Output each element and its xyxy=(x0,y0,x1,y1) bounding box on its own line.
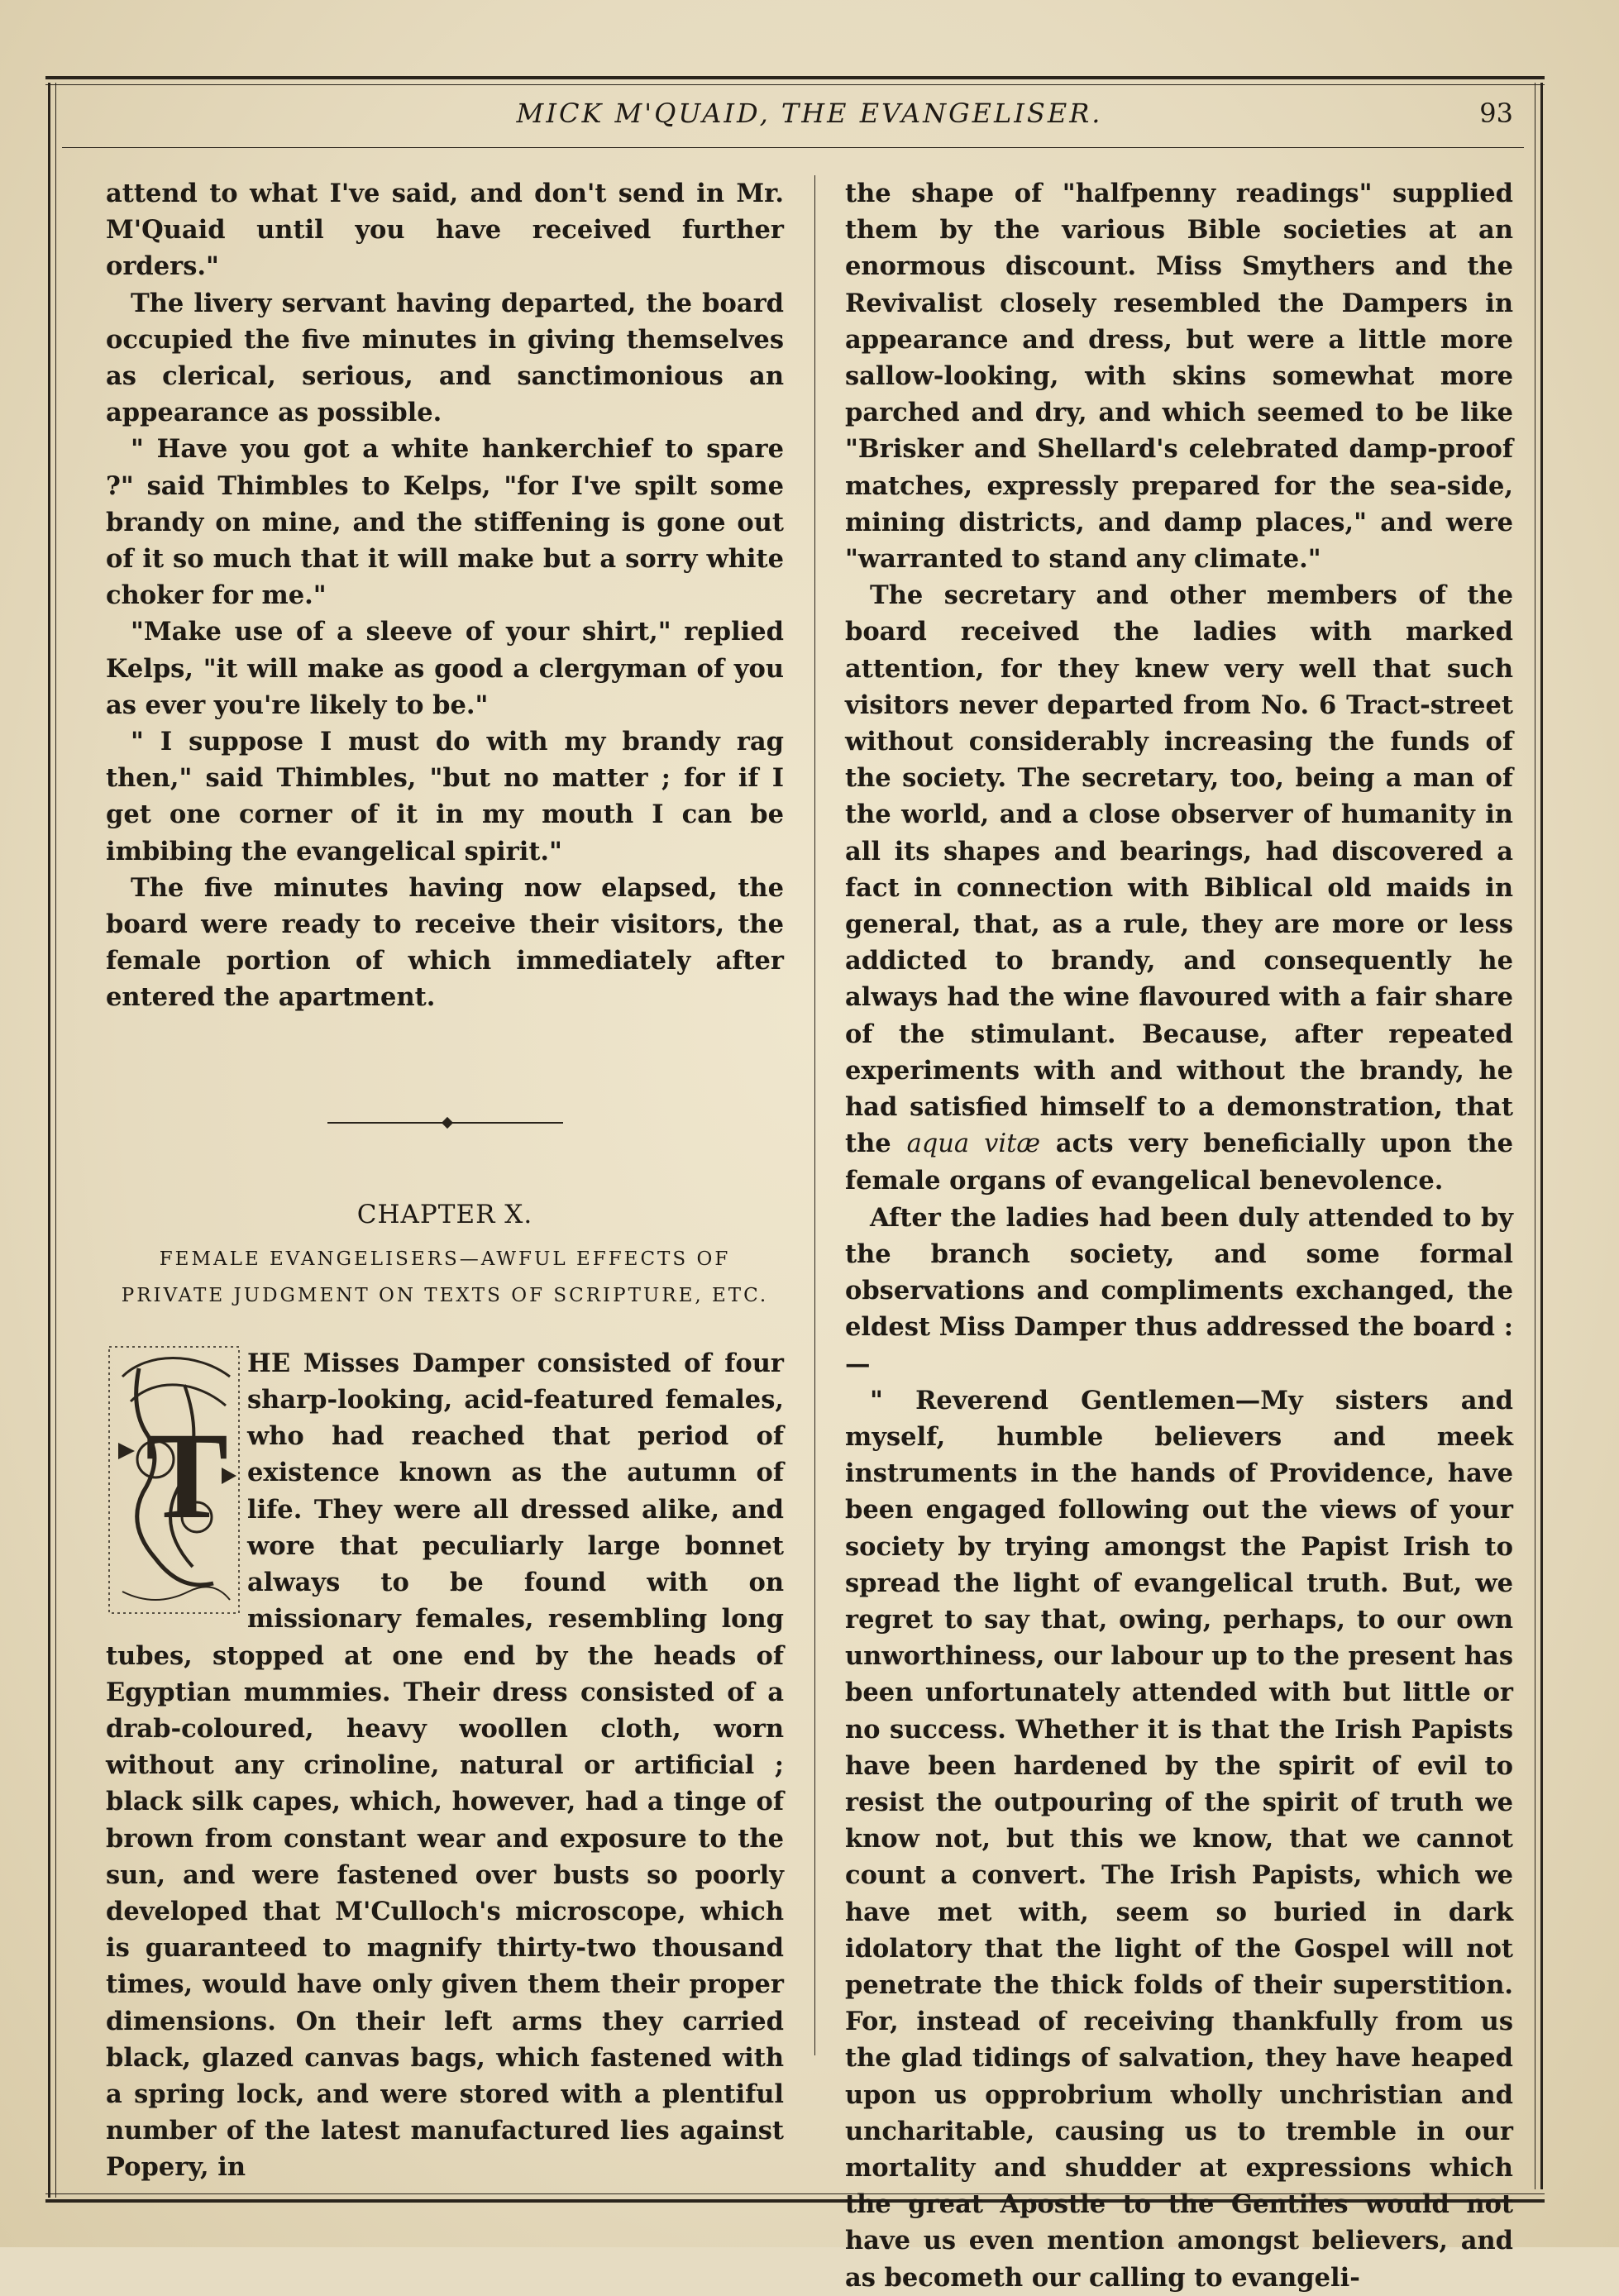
paragraph-text: The secretary and other members of the board received the ladies with marked attention, for they knew very well that such visitors never departed from No. 6 Tract-street without considerably increasing the funds of the society. The secretary, too, being a man of the world, and a close observer of humanity in all its shapes and bearings, had discovered a fact in connection with Biblical old maids in general, that, as a rule, they are more or less addicted to brandy, and consequently he always had the wine flavoured with a fair share of the stimulant. Because, after repeated experiments with and without the brandy, he had satisfied himself to a demonstration, that the xyxy=(845,580,1513,1159)
paragraph: " Reverend Gentlemen—My sisters and myself, humble believers and meek instruments in the hands of Providence, have been engaged following out the views of your society by trying amongst the Papist Irish to spread the light of evangelical truth. But, we regret to say that, owing, perhaps, to our own unworthiness, our labour up to the present has been unfortunately attended with but little or no success. Whether it is that the Irish Papists have been hardened by the spirit of evil to resist the outpouring of the spirit of truth we know not, but this we know, that we cannot count a convert. The Irish Papists, which we have met with, seem so buried in dark idolatory that the light of the Gospel will not penetrate the thick folds of their superstition. For, instead of receiving thankfully from us the glad tidings of salvation, they have heaped upon us opprobrium wholly unchristian and uncharitable, causing us to tremble in our mortality and shudder at expressions which the great Apostle to the Gentiles would not have us even mention amongst believers, and as becometh our calling to evangeli- xyxy=(845,1385,1513,2293)
page-border-top xyxy=(45,76,1545,85)
column-divider xyxy=(814,175,815,2055)
chapter-opening xyxy=(106,1345,784,2186)
page-border-left xyxy=(48,83,56,2198)
svg-text:T: T xyxy=(146,1406,229,1544)
ornamental-dropcap-icon xyxy=(106,1344,242,1616)
running-head: MICK M'QUAID, THE EVANGELISER. xyxy=(516,98,1103,129)
right-column xyxy=(845,175,1513,2296)
italic-phrase: aqua vitæ xyxy=(906,1129,1040,1159)
paragraph-text: acts very beneficially upon the female organs of evangelical benevolence. xyxy=(845,1129,1513,1196)
paragraph: the shape of "halfpenny readings" supplied them by the various Bible societies at an enormous discount. Miss Smythers and the Revivalist closely resembled the Dampers in appearance and dress, but were a little more sallow-looking, with skins somewhat more parched and dry, and which seemed to be like "Brisker and Shellard's celebrated damp-proof matches, expressly prepared for the sea-side, mining districts, and damp places," and were "warranted to stand any climate." xyxy=(845,179,1513,575)
section-divider-ornament xyxy=(327,1115,563,1130)
paragraph: The five minutes having now elapsed, the board were ready to receive their visitors, the female portion of which immediately after entered the apartment. xyxy=(106,872,784,1013)
paragraph: The livery servant having departed, the board occupied the five minutes in giving themselves as clerical, serious, and sanctimonious an appearance as possible. xyxy=(106,288,784,428)
paragraph: " Have you got a white hankerchief to spare ?" said Thimbles to Kelps, "for I've spilt some brandy on mine, and the stiffening is gone out of it so much that it will make but a sorry white choker for me." xyxy=(106,434,784,611)
header-rule xyxy=(62,147,1524,148)
page-number: 93 xyxy=(1479,98,1513,129)
chapter-title: CHAPTER X. xyxy=(356,1199,533,1229)
left-column xyxy=(106,175,784,2186)
chapter-subtitle: FEMALE EVANGELISERS—AWFUL EFFECTS OF PRIVATE JUDGMENT ON TEXTS OF SCRIPTURE, ETC. xyxy=(121,1248,769,1306)
paragraph: "Make use of a sleeve of your shirt," replied Kelps, "it will make as good a clergyman of you as ever you're likely to be." xyxy=(106,617,784,720)
paragraph xyxy=(845,577,1513,1199)
page-border-right xyxy=(1535,83,1543,2189)
paragraph: After the ladies had been duly attended to by the branch society, and some formal observations and compliments exchanged, the eldest Miss Damper thus addressed the board :— xyxy=(845,1202,1513,1379)
paragraph: attend to what I've said, and don't send in Mr. M'Quaid until you have received further orders." xyxy=(106,179,784,282)
paragraph: HE Misses Damper consisted of four sharp-looking, acid-featured females, who had reached that period of existence known as the autumn of life. They were all dressed alike, and wore that peculiarly large bonnet always to be found with on missionary females, resembling long tubes, stopped at one end by the heads of Egyptian mummies. Their dress consisted of a drab-coloured, heavy woollen cloth, worn without any crinoline, natural or artificial ; black silk capes, which, however, had a tinge of brown from constant wear and exposure to the sun, and were fastened over busts so poorly developed that M'Culloch's microscope, which is guaranteed to magnify thirty-two thousand times, would have only given them their proper dimensions. On their left arms they carried black, glazed canvas bags, which fastened with a spring lock, and were stored with a plentiful number of the latest manufactured lies against Popery, in xyxy=(106,1348,784,2183)
paragraph: " I suppose I must do with my brandy rag then," said Thimbles, "but no matter ; for if I get one corner of it in my mouth I can be imbibing the evangelical spirit." xyxy=(106,727,784,866)
